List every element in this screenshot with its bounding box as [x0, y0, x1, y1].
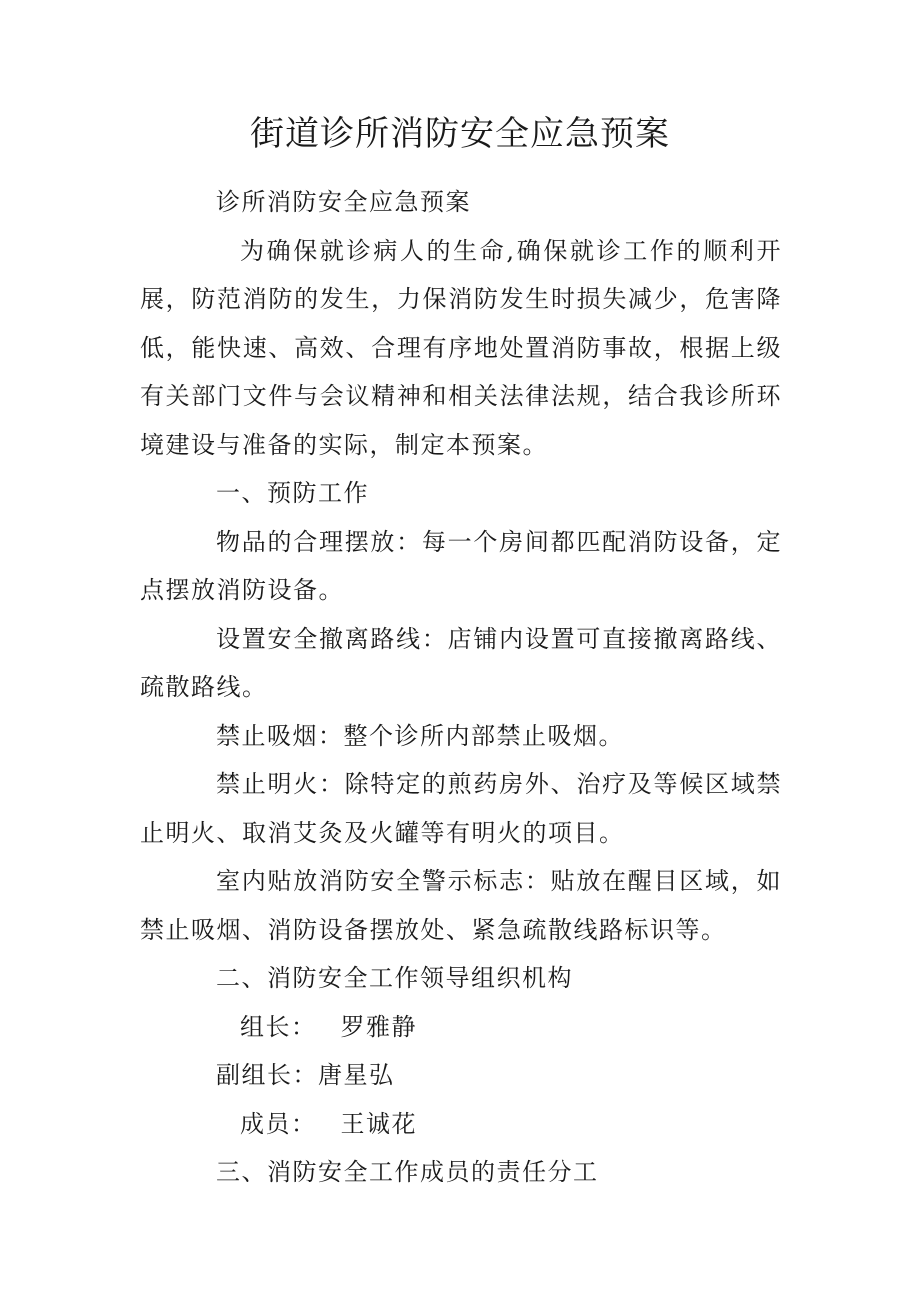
deputy-name: 唐星弘	[318, 1061, 395, 1089]
document-body	[140, 178, 782, 1197]
section3-heading: 三、消防安全工作成员的责任分工	[216, 1158, 599, 1186]
section2-heading: 二、消防安全工作领导组织机构	[216, 964, 573, 992]
deputy-label: 副组长：	[216, 1061, 318, 1089]
member-name: 王诚花	[340, 1109, 417, 1138]
leader-line	[140, 1003, 782, 1052]
intro-paragraph: 为确保就诊病人的生命,确保就诊工作的顺利开展，防范消防的发生，力保消防发生时损失减少，危害降低，能快速、高效、合理有序地处置消防事故，根据上级有关部门文件与会议精神和相关法律法规，结合我诊所环境建设与准备的实际，制定本预案。	[140, 236, 782, 459]
section1-item-1: 物品的合理摆放：每一个房间都匹配消防设备，定点摆放消防设备。	[140, 527, 782, 604]
document-title: 街道诊所消防安全应急预案	[250, 114, 670, 154]
deputy-line	[140, 1051, 782, 1100]
member-label: 成员：	[240, 1109, 317, 1138]
section1-item-3: 禁止吸烟：整个诊所内部禁止吸烟。	[216, 721, 624, 750]
document-subtitle: 诊所消防安全应急预案	[216, 188, 471, 216]
section1-item-4: 禁止明火：除特定的煎药房外、治疗及等候区域禁止明火、取消艾灸及火罐等有明火的项目。	[140, 770, 782, 847]
section1-heading: 一、预防工作	[216, 479, 369, 507]
member-line	[140, 1100, 782, 1149]
section1-item-2: 设置安全撤离路线：店铺内设置可直接撤离路线、疏散路线。	[140, 624, 782, 701]
leader-name: 罗雅静	[340, 1012, 417, 1041]
leader-label: 组长：	[240, 1012, 317, 1041]
section1-item-5: 室内贴放消防安全警示标志：贴放在醒目区域，如禁止吸烟、消防设备摆放处、紧急疏散线路标识等。	[140, 867, 782, 944]
